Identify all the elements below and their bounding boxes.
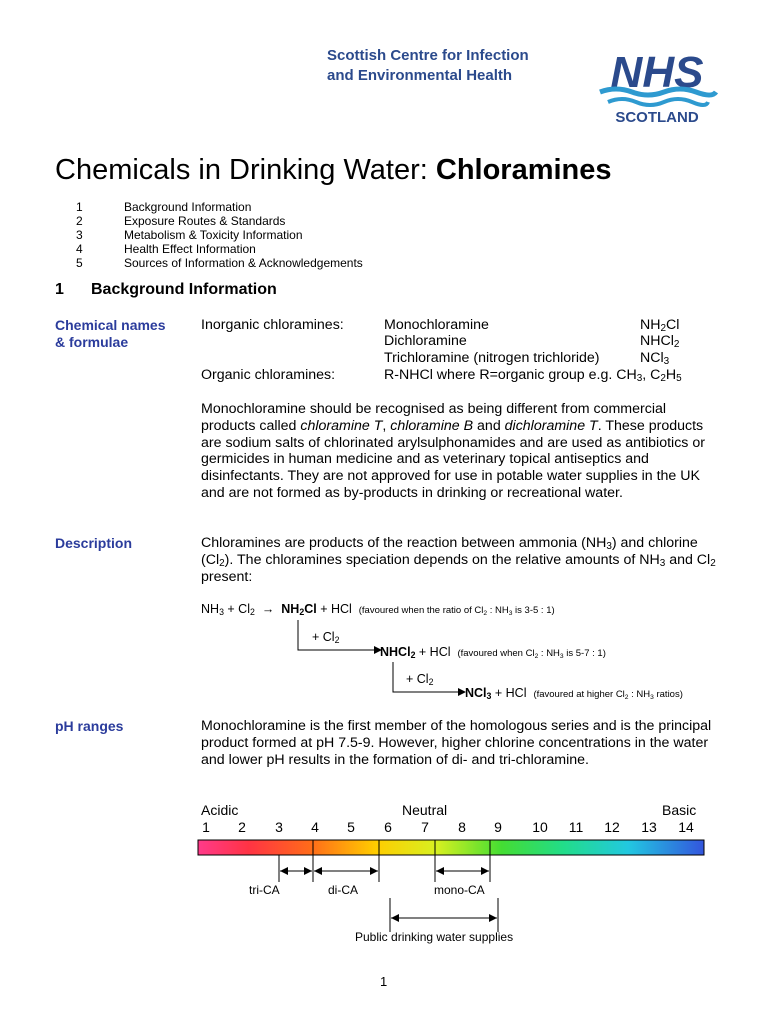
supply-label: Public drinking water supplies xyxy=(355,930,514,944)
di-ca-arrow xyxy=(314,867,378,875)
ph-number: 3 xyxy=(275,819,283,835)
toc-item[interactable]: 2 Exposure Routes & Standards xyxy=(76,214,286,228)
di-formula: NHCl$_2$ xyxy=(640,333,680,350)
section-heading: 1 Background Information xyxy=(55,281,277,298)
ph-number: 2 xyxy=(238,819,246,835)
ph-number: 1 xyxy=(202,819,210,835)
reaction-1: $NH_3 + Cl_2 \to NH_2Cl$ + HCl (favoured when the ratio of $Cl_2$ : $NH_3$ is 3-5 : 1) xyxy=(201,602,555,617)
reaction-3: NCl$_3$ + HCl (favoured at higher $Cl_2$ : $NH_3$ ratios) xyxy=(465,686,683,701)
chemical-names-label: Chemical names & formulae xyxy=(55,317,166,350)
ph-ranges-label: pH ranges xyxy=(55,718,124,734)
toc-item[interactable]: 5 Sources of Information & Acknowledgements xyxy=(76,256,363,270)
nhs-scotland-logo xyxy=(596,42,720,126)
mono-name: Monochloramine xyxy=(384,317,489,333)
ph-number: 7 xyxy=(421,819,429,835)
description-label: Description xyxy=(55,535,133,551)
page-number: 1 xyxy=(380,974,388,989)
plus-cl2-1: + $Cl_2$ xyxy=(312,630,340,645)
ph-color-bar xyxy=(198,840,704,855)
supply-range-arrow xyxy=(391,914,497,922)
ph-number: 14 xyxy=(678,819,694,835)
ph-number: 13 xyxy=(641,819,657,835)
di-ca-label: di-CA xyxy=(328,883,359,897)
tri-formula: NCl$_3$ xyxy=(640,350,670,367)
description-paragraph: Chloramines are products of the reaction between ammonia $(NH_3)$ and chlorine $(Cl_2)$. The chloramines speciation depends on the relative amounts of $NH_3$ and $Cl_2$ present: xyxy=(201,535,716,585)
acidic-label: Acidic xyxy=(201,802,239,818)
ph-number: 10 xyxy=(532,819,548,835)
organic-desc: R-NHCl where R=organic group e.g. $CH_3$, $C_2H_5$ xyxy=(384,367,682,384)
scotland-logo-text: SCOTLAND xyxy=(615,109,699,126)
mono-ca-arrow xyxy=(436,867,489,875)
ph-paragraph: Monochloramine is the first member of the homologous series and is the principal product formed at pH 7.5-9. However, higher chlorine concentrations in the water and lower pH results in the formation of di- and tri-chloramine. xyxy=(201,718,712,768)
ph-number: 5 xyxy=(347,819,355,835)
neutral-label: Neutral xyxy=(402,802,448,818)
toc-item[interactable]: 3 Metabolism & Toxicity Information xyxy=(76,228,303,242)
organisation-name: Scottish Centre for Infection and Environmental Health xyxy=(327,47,529,84)
table-of-contents xyxy=(76,200,363,270)
monochloramine-paragraph: Monochloramine should be recognised as being different from commercial products called chloramine T, chloramine B and dichloramine T. These products are sodium salts of chlorinated arylsulphonamides and are used as antibiotics or germicides in human medicine and as veterinary topical antiseptics and disinfectants. They are not approved for use in potable water supplies in the UK and are not formed as by-products in drinking or recreational water. xyxy=(201,401,705,501)
ph-number: 8 xyxy=(458,819,466,835)
wave-icon xyxy=(608,99,708,105)
organic-label: Organic chloramines: xyxy=(201,367,336,383)
basic-label: Basic xyxy=(662,802,697,818)
toc-item[interactable]: 1 Background Information xyxy=(76,200,252,214)
ph-number: 6 xyxy=(384,819,392,835)
tri-ca-label: tri-CA xyxy=(249,883,280,897)
page-title: Chemicals in Drinking Water: Chloramines xyxy=(55,154,612,186)
ph-number: 9 xyxy=(494,819,502,835)
tri-ca-arrow xyxy=(280,867,312,875)
tri-name: Trichloramine (nitrogen trichloride) xyxy=(384,350,600,366)
reaction-2: NHCl$_2$ + HCl (favoured when $Cl_2$ : $NH_3$ is 5-7 : 1) xyxy=(380,645,606,660)
mono-ca-label: mono-CA xyxy=(434,883,485,897)
ph-number: 12 xyxy=(604,819,620,835)
ph-number: 4 xyxy=(311,819,319,835)
nhs-logo-text: NHS xyxy=(610,48,704,97)
mono-formula: $NH_2Cl$ xyxy=(640,317,680,334)
toc-item[interactable]: 4 Health Effect Information xyxy=(76,242,256,256)
inorganic-label: Inorganic chloramines: xyxy=(201,317,344,333)
plus-cl2-2: + $Cl_2$ xyxy=(406,672,434,687)
di-name: Dichloramine xyxy=(384,333,467,349)
ph-number: 11 xyxy=(568,819,584,835)
